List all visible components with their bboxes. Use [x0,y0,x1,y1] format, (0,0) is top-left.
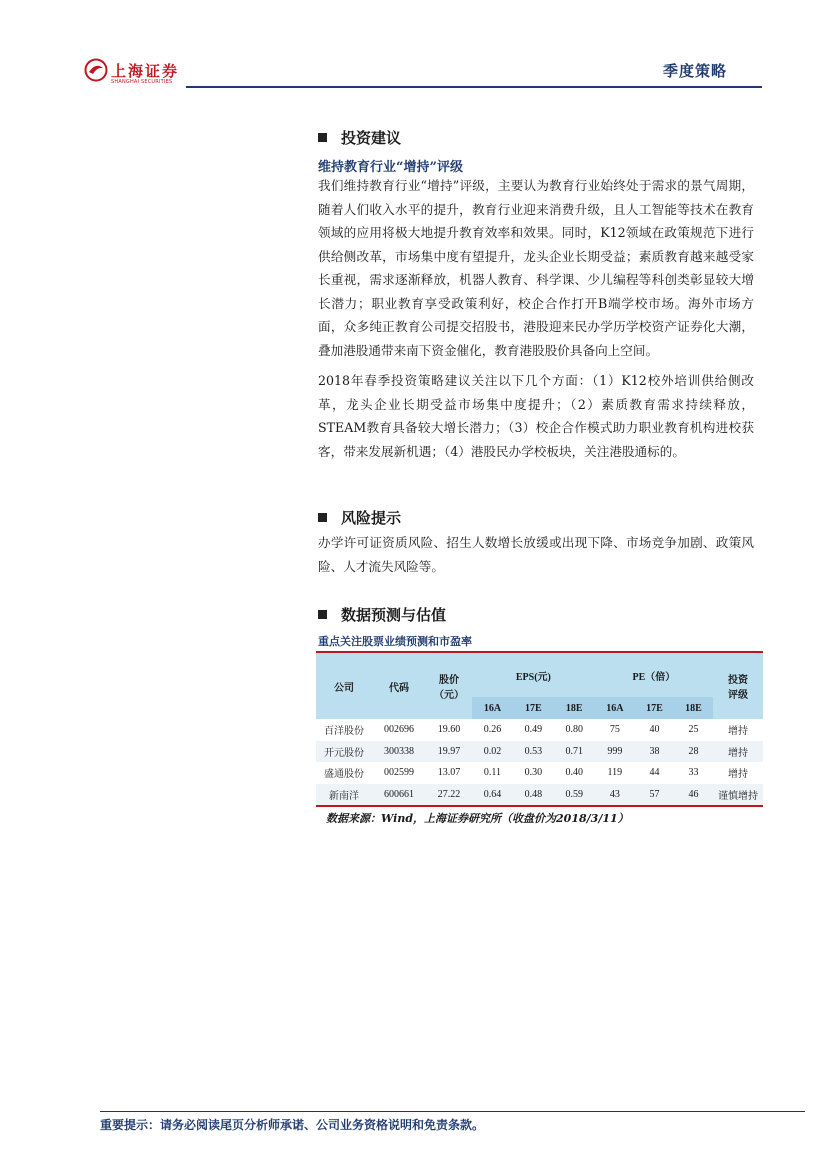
table-row [316,762,763,784]
section-heading-data: 数据预测与估值 [318,604,446,625]
cell-price: 19.60 [437,724,461,736]
cell-pe-16a: 43 [595,784,635,806]
cell-eps-18e: 0.71 [554,741,595,763]
cell-pe-17e: 38 [635,741,674,763]
cell-eps-18e: 0.40 [565,767,584,779]
cell-eps-18e: 0.59 [554,784,595,806]
logo-subtext: SHANGHAI SECURITIES [111,79,173,85]
col-header-eps: EPS(元) [472,653,595,697]
col-header-rating: 投资评级 [713,653,763,719]
cell-rating: 谨慎增持 [713,784,763,806]
table-row [316,741,763,763]
cell-eps-17e: 0.53 [513,741,554,763]
bullet-square-icon [318,610,327,619]
col-header-eps-18e: 18E [554,697,595,719]
cell-pe-17e: 44 [649,767,660,779]
cell-pe-18e: 46 [674,784,713,806]
cell-pe-18e: 25 [688,724,699,736]
logo-emblem-icon [84,58,108,82]
footer-divider [100,1111,805,1112]
table-title: 重点关注股票业绩预测和市盈率 [318,635,472,648]
cell-pe-17e: 40 [649,724,660,736]
col-header-pe: PE（倍） [595,653,713,697]
cell-pe-16a: 999 [595,741,635,763]
invest-paragraph-2: 2018年春季投资策略建议关注以下几个方面：（1）K12校外培训供给侧改革，龙头企业长期受益市场集中度提升；（2）素质教育需求持续释放，STEAM教育具备较大增长潜力；（3）校企合作模式助力职业教育机构进校获客，带来发展新机遇；（4）港股民办学校板块，关注港股通标的。 [318,373,754,459]
header-divider [186,86,762,88]
col-header-price: 股价（元） [426,653,472,719]
cell-pe-18e: 28 [674,741,713,763]
cell-rating: 增持 [728,726,748,738]
col-header-code: 代码 [372,653,426,719]
col-header-company: 公司 [316,653,372,719]
cell-price: 13.07 [437,767,461,779]
col-header-pe-16a: 16A [595,697,635,719]
cell-price: 19.97 [426,741,472,763]
rating-subheading: 维持教育行业“增持”评级 [318,160,463,175]
cell-rating: 增持 [713,741,763,763]
cell-eps-17e: 0.30 [524,767,543,779]
cell-code: 002599 [384,767,414,779]
cell-eps-17e: 0.49 [524,724,543,736]
data-source-note: 数据来源：Wind，上海证券研究所（收盘价为2018/3/11） [326,812,629,825]
bullet-square-icon [318,513,327,522]
invest-paragraph-1: 我们维持教育行业“增持”评级，主要认为教育行业始终处于需求的景气周期，随着人们收入水平的提升，教育行业迎来消费升级，且人工智能等技术在教育领域的应用将极大地提升教育效率和效果。同时，K12领域在政策规范下进行供给侧改革，市场集中度有望提升，龙头企业长期受益；素质教育越来越受家长重视，需求逐渐释放，机器人教育、科学课、少儿编程等科创类彰显较大增长潜力；职业教育享受政策利好，校企合作打开B端学校市场。海外市场方面，众多纯正教育公司提交招股书，港股迎来民办学历学校资产证券化大潮，叠加港股通带来南下资金催化，教育港股股价具备向上空间。 [318,178,754,358]
disclaimer-notice: 重要提示：请务必阅读尾页分析师承诺、公司业务资格说明和免责条款。 [100,1118,485,1132]
cell-rating: 增持 [728,769,748,781]
cell-company: 盛通股份 [324,769,364,781]
cell-price: 27.22 [426,784,472,806]
logo-text: 上海证券 [111,62,180,80]
cell-company: 开元股份 [316,741,372,763]
cell-pe-16a: 75 [609,724,620,736]
report-type-title: 季度策略 [662,62,727,80]
table-row [316,719,763,741]
company-logo [84,58,184,92]
cell-code: 300338 [372,741,426,763]
section-heading-risk: 风险提示 [318,507,401,528]
risk-paragraph: 办学许可证资质风险、招生人数增长放缓或出现下降、市场竞争加剧、政策风险、人才流失风险等。 [318,535,754,574]
cell-pe-16a: 119 [607,767,623,779]
section-heading-invest: 投资建议 [318,127,401,148]
valuation-table [316,651,763,807]
cell-eps-18e: 0.80 [565,724,584,736]
bullet-square-icon [318,133,327,142]
cell-code: 600661 [372,784,426,806]
col-header-pe-17e: 17E [635,697,674,719]
cell-eps-16a: 0.26 [483,724,502,736]
cell-eps-16a: 0.02 [472,741,513,763]
cell-company: 新南洋 [316,784,372,806]
cell-code: 002696 [384,724,414,736]
cell-company: 百洋股份 [324,726,364,738]
table-row [316,784,763,806]
cell-eps-17e: 0.48 [513,784,554,806]
col-header-pe-18e: 18E [674,697,713,719]
table-bottom-rule [316,805,763,807]
col-header-eps-16a: 16A [472,697,513,719]
col-header-eps-17e: 17E [513,697,554,719]
cell-eps-16a: 0.11 [483,767,502,779]
cell-pe-18e: 33 [688,767,699,779]
cell-eps-16a: 0.64 [472,784,513,806]
cell-pe-17e: 57 [635,784,674,806]
